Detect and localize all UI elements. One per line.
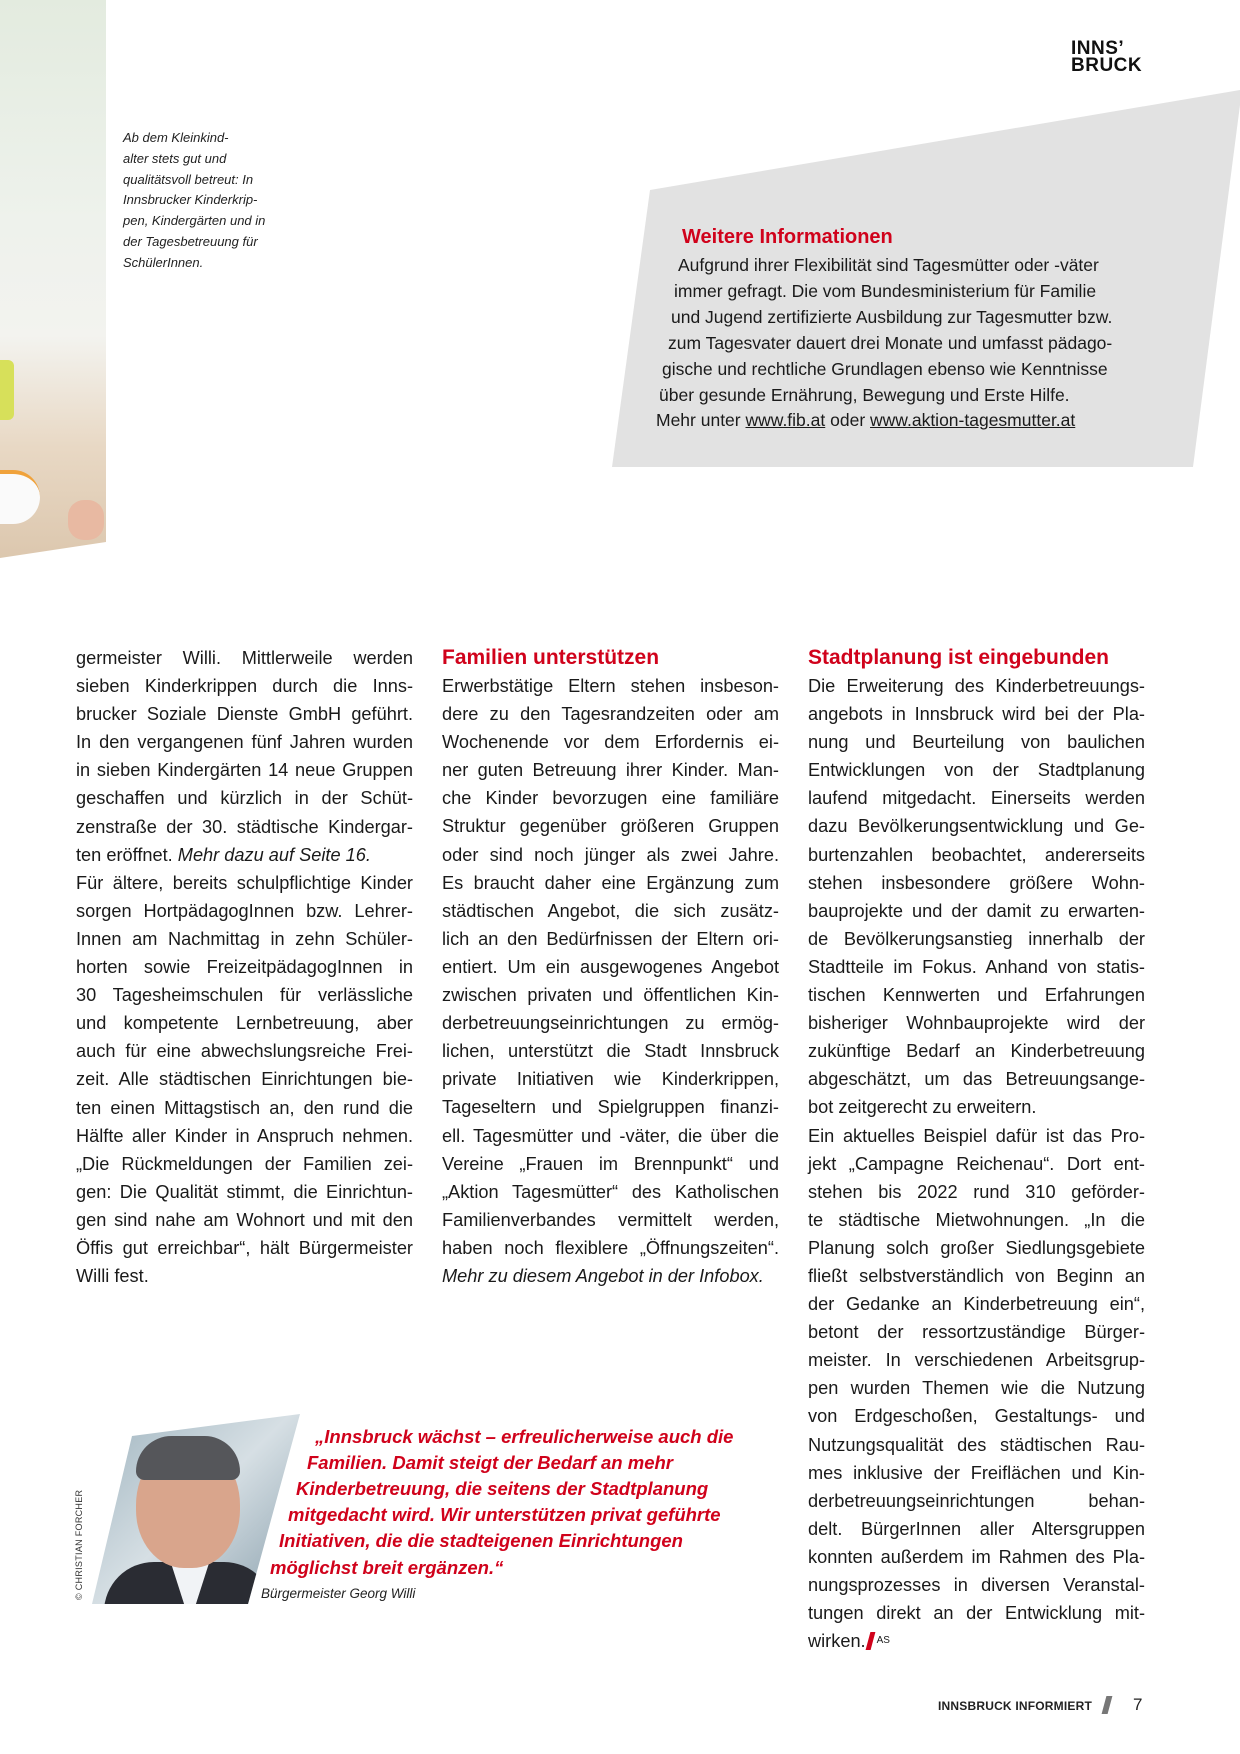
infobox-line: zum Tagesvater dauert drei Monate und umfasst pädago- <box>668 332 1113 353</box>
text-line: ell. Tagesmütter und -väter, die über die <box>442 1125 779 1146</box>
text-segment: ten eröffnet. <box>76 844 178 865</box>
quote-line: „Innsbruck wächst – erfreulicherweise auch die <box>315 1426 734 1447</box>
hair-shape <box>136 1436 240 1480</box>
text-line: betont der ressortzuständige Bürger- <box>808 1322 1145 1343</box>
mayor-portrait <box>92 1414 300 1604</box>
text-line: „Aktion Tagesmütter“ des Katholischen <box>442 1181 779 1202</box>
quote-line: möglichst breit ergänzen.“ <box>270 1556 504 1578</box>
text-line: te städtische Mietwohnungen. „In die <box>808 1209 1145 1230</box>
text-line: bisheriger Wohnbauprojekte wird der <box>808 1013 1145 1034</box>
logo-line-1: INNS’ <box>1071 38 1125 59</box>
text-line: In den vergangenen fünf Jahren wurden <box>76 732 413 753</box>
text-line: zukünftige Bedarf an Kinderbetreuung <box>808 1041 1145 1062</box>
italic-reference: Mehr dazu auf Seite 16. <box>177 844 371 865</box>
quote-line: Initiativen, die die stadteigenen Einrichtungen <box>279 1530 683 1552</box>
infobox-line: immer gefragt. Die vom Bundesministerium für Familie <box>674 280 1097 301</box>
text-line: nungsprozesses in diversen Veranstal- <box>808 1575 1145 1595</box>
text-line: ner guten Betreuung ihrer Kinder. Man- <box>442 760 779 781</box>
caption-line: Ab dem Kleinkind- <box>123 130 229 145</box>
column-heading: Familien unterstützen <box>442 646 660 669</box>
text-line: geschaffen und kürzlich in der Schüt- <box>76 788 413 809</box>
text-line: Struktur gegenüber größeren Gruppen <box>442 816 779 837</box>
text-line: derbetreuungseinrichtungen behan- <box>808 1490 1145 1511</box>
text-line <box>808 1627 1145 1655</box>
text-line: gen: Die Qualität stimmt, die Einrichtun- <box>76 1181 413 1202</box>
children-photo <box>0 0 106 560</box>
author-initials: AS <box>876 1635 890 1647</box>
italic-reference: Mehr zu diesem Angebot in der Infobox. <box>442 1265 764 1286</box>
fib-link[interactable]: www.fib.at <box>745 410 826 430</box>
text-line: meister. In verschiedenen Arbeitsgrup- <box>808 1350 1145 1371</box>
text-line: Willi fest. <box>76 1266 149 1287</box>
text-line: Entwicklungen von der Stadtplanung <box>808 760 1145 781</box>
text-line: che Kinder bevorzugen eine familiäre <box>442 788 779 809</box>
text-segment: wirken. <box>808 1631 866 1652</box>
text-line: Die Erweiterung des Kinderbetreuungs- <box>808 676 1145 696</box>
text-line: Es braucht daher eine Ergänzung zum <box>442 872 779 893</box>
quote-line: Kinderbetreuung, die seitens der Stadtplanung <box>296 1478 709 1500</box>
text-line: Stadtteile im Fokus. Anhand von statis- <box>808 956 1145 977</box>
text-line: Tageseltern und Spielgruppen finanzi- <box>442 1097 779 1118</box>
infobox-more-line <box>656 410 1075 431</box>
text-line: bauprojekte und der damit zu erwarten- <box>808 900 1145 921</box>
text-line: konnten außerdem im Rahmen des Pla- <box>808 1546 1145 1567</box>
text-line: laufend mitgedacht. Einerseits werden <box>808 788 1145 809</box>
logo-line-2: BRUCK <box>1071 55 1143 76</box>
text-line: de Bevölkerungsanstieg innerhalb der <box>808 928 1145 949</box>
caption-line: qualitätsvoll betreut: In <box>123 171 254 187</box>
more-mid: oder <box>830 410 866 430</box>
text-line: horten sowie FreizeitpädagogInnen in <box>76 957 413 978</box>
infobox-title: Weitere Informationen <box>682 226 893 248</box>
infobox-line: Aufgrund ihrer Flexibilität sind Tagesmütter oder -väter <box>678 255 1099 275</box>
text-line: Hälfte aller Kinder in Anspruch nehmen. <box>76 1125 413 1146</box>
photo-credit: © CHRISTIAN FORCHER <box>74 1489 84 1600</box>
quote-line: mitgedacht wird. Wir unterstützen privat geführte <box>288 1504 721 1526</box>
infobox-line: und Jugend zertifizierte Ausbildung zur Tagesmutter bzw. <box>671 306 1113 327</box>
text-line: zenstraße der 30. städtische Kindergar- <box>76 816 413 837</box>
text-line: städtischen Angebot, die sich zusätz- <box>442 900 779 921</box>
text-line: Familienverbandes vermittelt werden, <box>442 1209 779 1230</box>
publication-name: INNSBRUCK INFORMIERT <box>938 1699 1092 1713</box>
text-line: pen wurden Themen wie die Nutzung <box>808 1378 1145 1399</box>
text-line: fließt selbstverständlich von Beginn an <box>808 1265 1145 1286</box>
text-line: dere zu den Tagesrandzeiten oder am <box>442 704 779 725</box>
toy-shape <box>0 360 14 420</box>
text-line: lich an den Bedürfnissen der Eltern ori- <box>442 928 779 949</box>
caption-line: pen, Kindergärten und in <box>123 213 266 229</box>
text-line: brucker Soziale Dienste GmbH geführt. <box>76 704 413 725</box>
text-line: oder sind noch jünger als zwei Jahre. <box>442 844 779 865</box>
caption-line: alter stets gut und <box>123 150 227 166</box>
text-line: Nutzungsqualität des städtischen Rau- <box>808 1434 1145 1455</box>
more-prefix: Mehr unter <box>656 410 741 430</box>
text-line: entiert. Um ein ausgewogenes Angebot <box>442 956 779 977</box>
innsbruck-logo <box>1071 40 1142 74</box>
text-line: Für ältere, bereits schulpflichtige Kinder <box>76 872 413 893</box>
text-line: Innen am Nachmittag in zehn Schüler- <box>76 928 413 949</box>
text-line: in sieben Kindergärten 14 neue Gruppen <box>76 760 413 781</box>
text-line: Erwerbstätige Eltern stehen insbeson- <box>442 676 779 696</box>
quote-attribution: Bürgermeister Georg Willi <box>261 1586 416 1601</box>
text-line: auch für eine abwechslungsreiche Frei- <box>76 1041 413 1062</box>
text-line: Planung solch großer Siedlungsgebiete <box>808 1237 1145 1258</box>
caption-line: Innsbrucker Kinderkrip- <box>123 192 258 208</box>
bowl-shape <box>0 470 40 524</box>
text-line: zwischen privaten und öffentlichen Kin- <box>442 985 779 1006</box>
text-line: zeit. Alle städtischen Einrichtungen bie- <box>76 1069 413 1090</box>
photo-caption <box>123 128 283 274</box>
text-line: Ein aktuelles Beispiel dafür ist das Pro- <box>808 1125 1145 1146</box>
text-line: haben noch flexiblere „Öffnungszeiten“. <box>442 1237 779 1258</box>
text-line: jekt „Campagne Reichenau“. Dort ent- <box>808 1153 1145 1174</box>
text-line: ten einen Mittagstisch an, den rund die <box>76 1097 413 1118</box>
text-line: stehen bis 2022 rund 310 geförder- <box>808 1181 1145 1202</box>
text-line: mes inklusive der Freiflächen und Kin- <box>808 1462 1145 1483</box>
quote-line: Familien. Damit steigt der Bedarf an mehr <box>307 1452 673 1474</box>
article-column-3 <box>808 644 1145 1655</box>
text-line: private Initiativen wie Kinderkrippen, <box>442 1069 779 1090</box>
text-line: nung und Beurteilung von baulichen <box>808 732 1145 753</box>
text-line: sorgen HortpädagogInnen bzw. Lehrer- <box>76 900 413 921</box>
text-line: und kompetente Lernbetreuung, aber <box>76 1013 413 1034</box>
article-column-2 <box>442 644 779 1290</box>
text-line: angebots in Innsbruck wird bei der Pla- <box>808 704 1145 725</box>
hand-shape <box>68 500 104 540</box>
text-line: burtenzahlen beobachtet, andererseits <box>808 844 1145 865</box>
text-line: von Erdgeschoßen, Gestaltungs- und <box>808 1406 1145 1427</box>
text-line <box>442 1262 779 1290</box>
infobox-line: gische und rechtliche Grundlagen ebenso wie Kenntnisse <box>662 358 1108 379</box>
column-heading: Stadtplanung ist eingebunden <box>808 646 1109 669</box>
infobox-line: über gesunde Ernährung, Bewegung und Erste Hilfe. <box>659 384 1070 405</box>
footer-slash-mark <box>1102 1696 1113 1714</box>
text-line: „Die Rückmeldungen der Familien zei- <box>76 1153 413 1174</box>
article-column-1 <box>76 644 413 1290</box>
text-line: gen sind nahe am Wohnort und mit den <box>76 1209 413 1230</box>
text-line: germeister Willi. Mittlerweile werden <box>76 648 413 668</box>
aktion-tagesmutter-link[interactable]: www.aktion-tagesmutter.at <box>870 410 1076 430</box>
caption-line: der Tagesbetreuung für <box>123 233 258 249</box>
text-line: abgeschätzt, um das Betreuungsange- <box>808 1069 1145 1090</box>
text-line: bot zeitgerecht zu erweitern. <box>808 1097 1037 1118</box>
text-line: der Gedanke an Kinderbetreuung ein“, <box>808 1294 1145 1315</box>
text-line: sieben Kinderkrippen durch die Inns- <box>76 676 413 697</box>
end-mark-icon <box>865 1632 875 1650</box>
text-line: Wochenende vor dem Erfordernis ei- <box>442 732 779 753</box>
text-line: derbetreuungseinrichtungen zu ermög- <box>442 1013 779 1034</box>
page-number: 7 <box>1133 1695 1143 1714</box>
text-line: Öffis gut erreichbar“, hält Bürgermeister <box>76 1237 413 1258</box>
text-line <box>76 841 413 869</box>
text-line: Vereine „Frauen im Brennpunkt“ und <box>442 1153 779 1174</box>
text-line: tungen direkt an der Entwicklung mit- <box>808 1603 1145 1624</box>
text-line: 30 Tagesheimschulen für verlässliche <box>76 985 413 1006</box>
text-line: stehen insbesondere größere Wohn- <box>808 872 1145 893</box>
caption-line: SchülerInnen. <box>123 254 204 270</box>
text-line: delt. BürgerInnen aller Altersgruppen <box>808 1518 1145 1539</box>
text-line: dazu Bevölkerungsentwicklung und Ge- <box>808 816 1145 837</box>
text-line: tischen Kennwerten und Erfahrungen <box>808 985 1145 1006</box>
text-line: lichen, unterstützt die Stadt Innsbruck <box>442 1041 779 1062</box>
